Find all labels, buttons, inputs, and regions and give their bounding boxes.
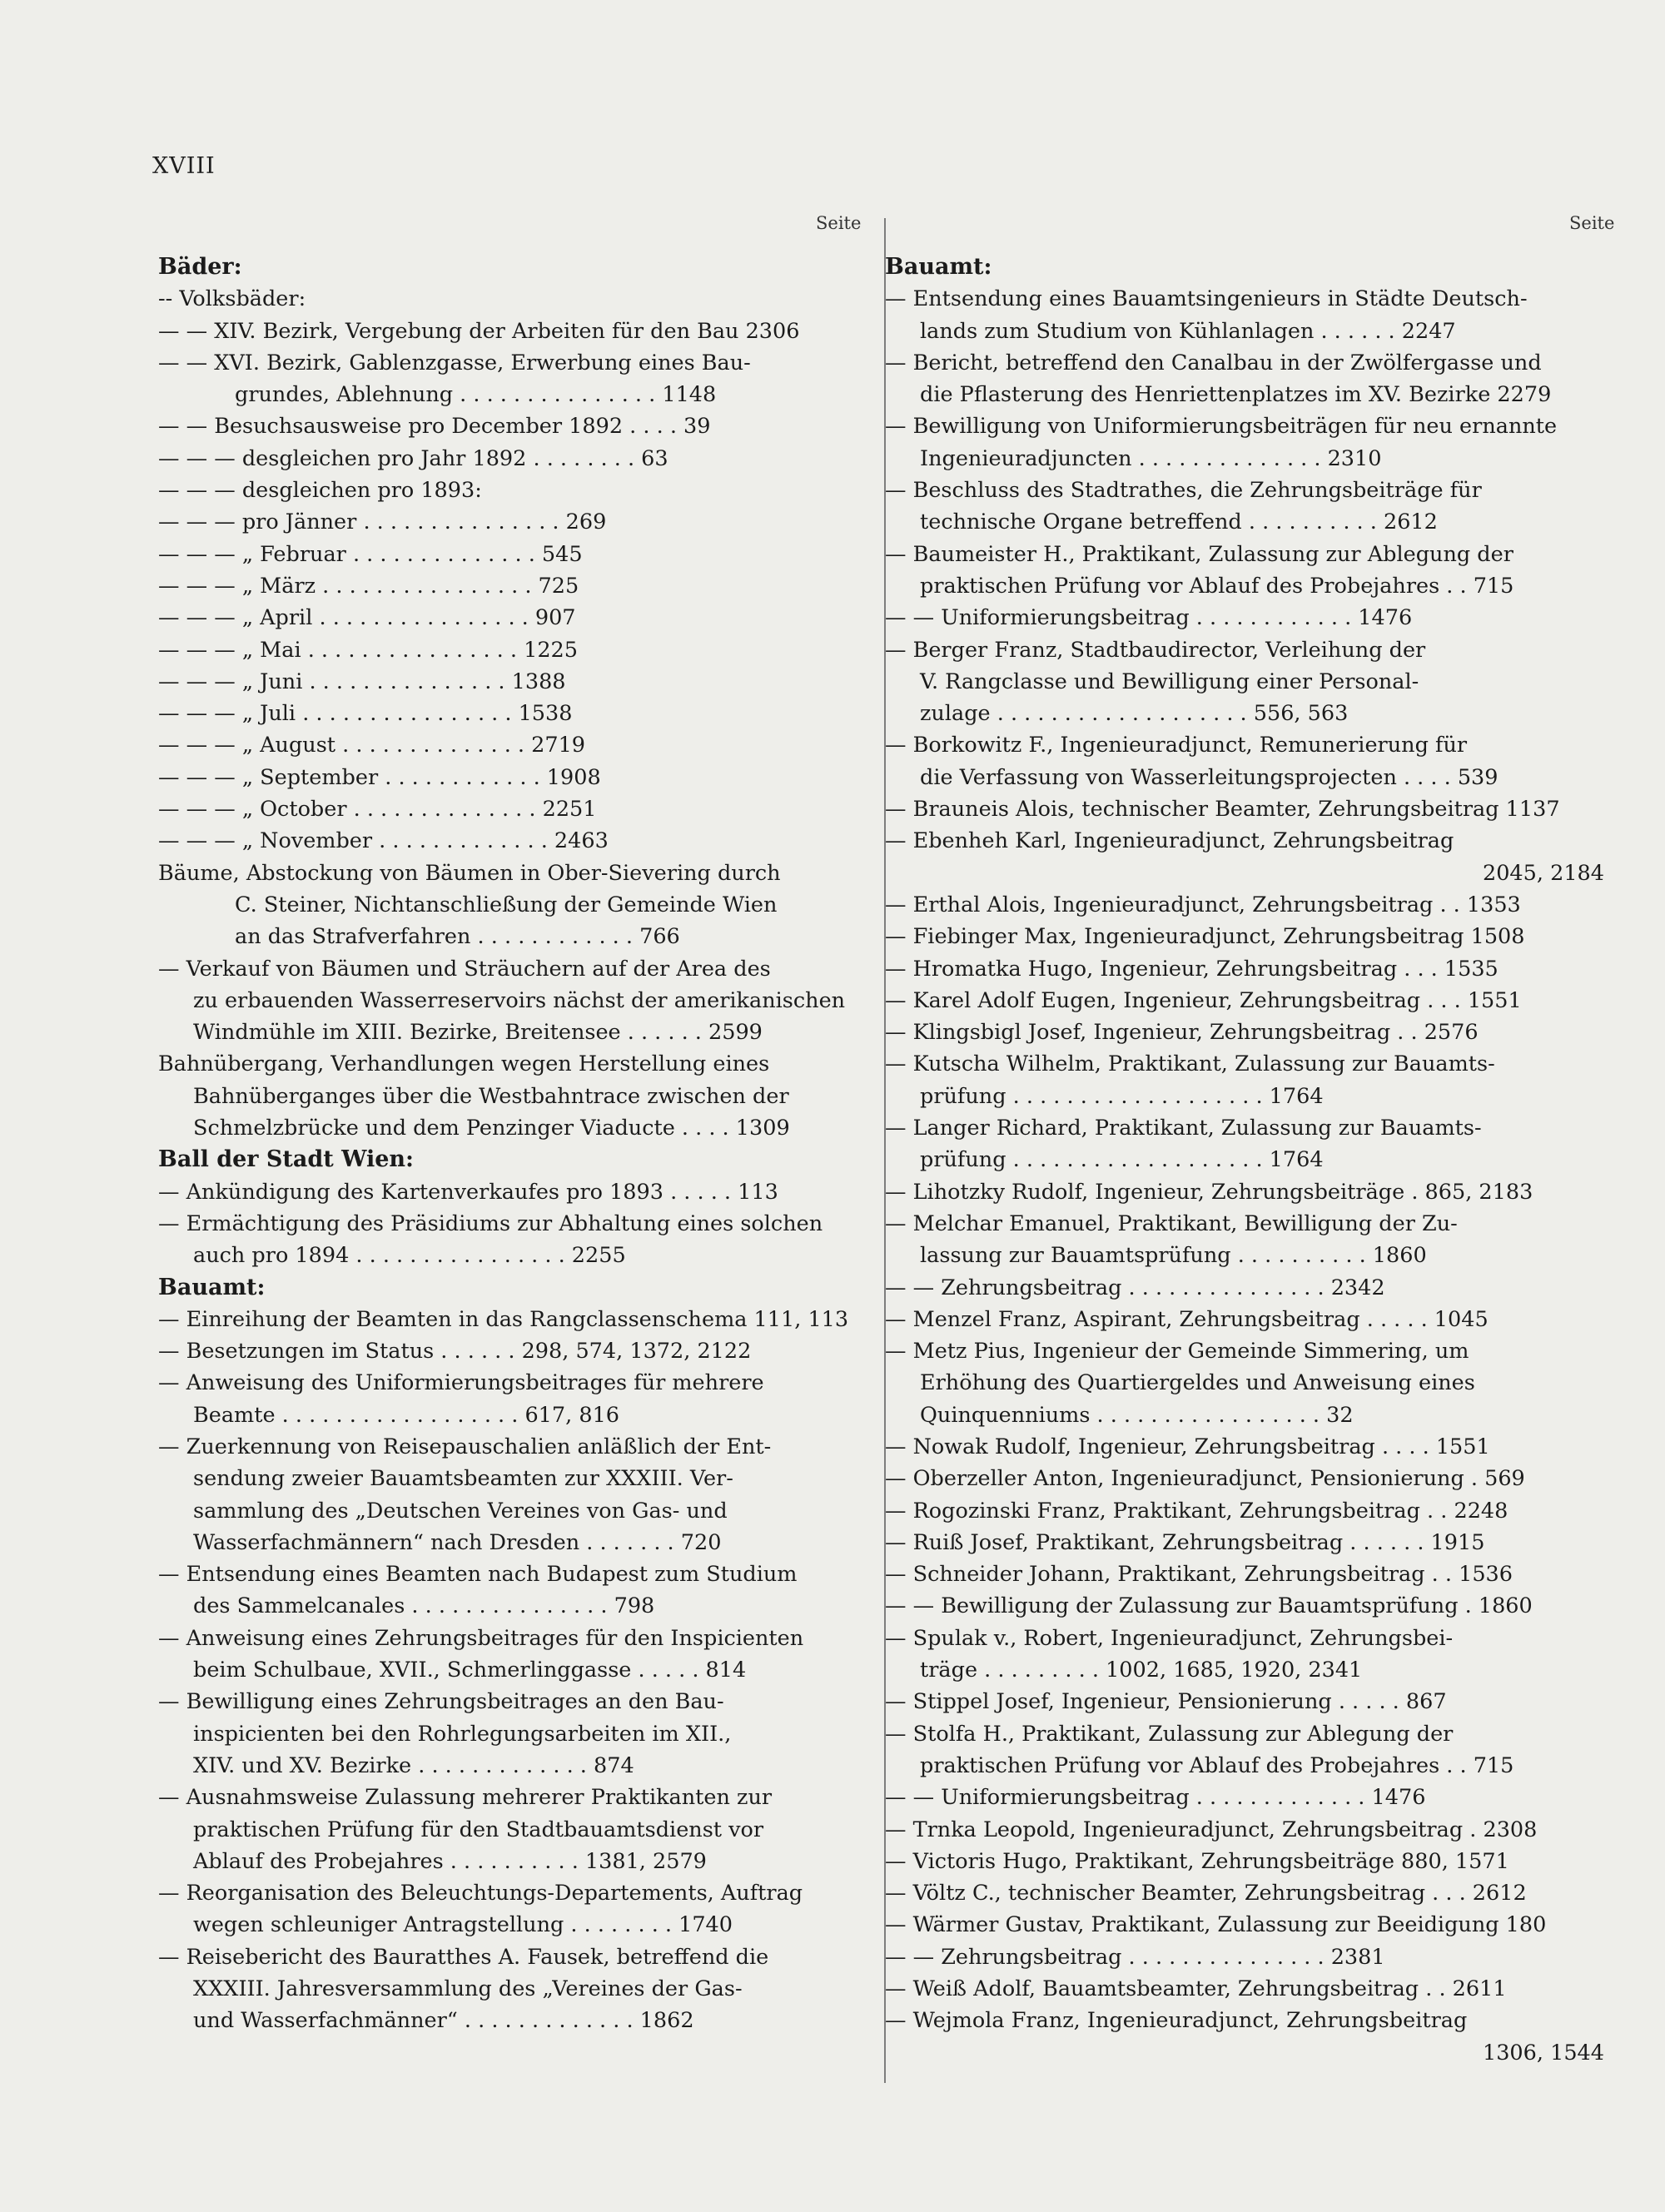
index-line: und Wasserfachmänner“ . . . . . . . . . . . . . 1862 <box>193 2008 694 2034</box>
index-line: prüfung . . . . . . . . . . . . . . . . . . . 1764 <box>920 1083 1324 1109</box>
page-number: XVIII <box>152 153 216 179</box>
index-line: des Sammelcanales . . . . . . . . . . . . . . . 798 <box>193 1593 655 1619</box>
index-line: Wasserfachmännern“ nach Dresden . . . . . . . 720 <box>193 1529 722 1555</box>
index-line: — — — „ April . . . . . . . . . . . . . . . . 907 <box>158 605 576 631</box>
index-line: — — Bewilligung der Zulassung zur Bauamtsprüfung . 1860 <box>885 1593 1533 1619</box>
index-line: wegen schleuniger Antragstellung . . . . . . . . 1740 <box>193 1912 733 1938</box>
index-line: — Erthal Alois, Ingenieuradjunct, Zehrungsbeitrag . . 1353 <box>885 892 1521 917</box>
index-line: — Lihotzky Rudolf, Ingenieur, Zehrungsbeiträge . 865, 2183 <box>885 1179 1533 1205</box>
index-line: sammlung des „Deutschen Vereines von Gas- und <box>193 1498 728 1524</box>
index-line: — Karel Adolf Eugen, Ingenieur, Zehrungsbeitrag . . . 1551 <box>885 987 1522 1013</box>
index-line: praktischen Prüfung vor Ablauf des Probejahres . . 715 <box>920 573 1514 599</box>
index-line: — Oberzeller Anton, Ingenieuradjunct, Pensionierung . 569 <box>885 1466 1525 1492</box>
index-line: — — XIV. Bezirk, Vergebung der Arbeiten für den Bau 2306 <box>158 318 800 344</box>
index-line: — Melchar Emanuel, Praktikant, Bewilligung der Zu- <box>885 1210 1458 1236</box>
index-line: — Spulak v., Robert, Ingenieuradjunct, Zehrungsbei- <box>885 1625 1454 1651</box>
index-line: Bahnübergang, Verhandlungen wegen Herstellung eines <box>158 1051 770 1077</box>
index-line: — Klingsbigl Josef, Ingenieur, Zehrungsbeitrag . . 2576 <box>885 1020 1479 1046</box>
index-line: — Bericht, betreffend den Canalbau in der Zwölfergasse und <box>885 350 1542 375</box>
index-line: — — — desgleichen pro Jahr 1892 . . . . . . . . 63 <box>158 445 668 471</box>
index-line: — Anweisung des Uniformierungsbeitrages für mehrere <box>158 1370 764 1396</box>
index-line: — Ausnahmsweise Zulassung mehrerer Praktikanten zur <box>158 1785 773 1811</box>
index-line: — Entsendung eines Beamten nach Budapest zum Studium <box>158 1562 798 1588</box>
left-column <box>158 251 881 2037</box>
index-line: C. Steiner, Nichtanschließung der Gemeinde Wien <box>235 892 778 917</box>
index-line: zu erbauenden Wasserreservoirs nächst der amerikanischen <box>193 987 846 1013</box>
index-line: — Ankündigung des Kartenverkaufes pro 1893 . . . . . 113 <box>158 1179 778 1205</box>
index-line: — — Zehrungsbeitrag . . . . . . . . . . . . . . . 2342 <box>885 1275 1385 1300</box>
index-line: — — Uniformierungsbeitrag . . . . . . . . . . . . 1476 <box>885 605 1413 631</box>
index-line: — Nowak Rudolf, Ingenieur, Zehrungsbeitrag . . . . 1551 <box>885 1434 1490 1459</box>
index-line: — Einreihung der Beamten in das Rangclassenschema 111, 113 <box>158 1306 849 1332</box>
seite-label-right: Seite <box>1569 213 1615 233</box>
index-line: Bäder: <box>158 254 242 280</box>
index-line: träge . . . . . . . . . 1002, 1685, 1920, 2341 <box>920 1658 1363 1683</box>
index-line: die Pflasterung des Henriettenplatzes im XV. Bezirke 2279 <box>920 382 1552 408</box>
index-line: — Baumeister H., Praktikant, Zulassung zur Ablegung der <box>885 541 1513 567</box>
index-line: — — XVI. Bezirk, Gablenzgasse, Erwerbung eines Bau- <box>158 350 751 375</box>
index-line: — Borkowitz F., Ingenieuradjunct, Remunerierung für <box>885 733 1468 758</box>
index-line: prüfung . . . . . . . . . . . . . . . . . . . 1764 <box>920 1147 1324 1173</box>
index-line: — Schneider Johann, Praktikant, Zehrungsbeitrag . . 1536 <box>885 1562 1513 1588</box>
index-line: — Fiebinger Max, Ingenieuradjunct, Zehrungsbeitrag 1508 <box>885 924 1525 950</box>
index-line: — — — „ August . . . . . . . . . . . . . . 2719 <box>158 733 586 758</box>
index-line: — Berger Franz, Stadtbaudirector, Verleihung der <box>885 637 1426 663</box>
right-column <box>885 251 1604 2069</box>
index-line: — Wejmola Franz, Ingenieuradjunct, Zehrungsbeitrag <box>885 2008 1468 2034</box>
index-line: Beamte . . . . . . . . . . . . . . . . . . 617, 816 <box>193 1402 620 1428</box>
index-line: — Bewilligung eines Zehrungsbeitrages an den Bau- <box>158 1689 724 1715</box>
index-line: Bahnüberganges über die Westbahntrace zwischen der <box>193 1083 789 1109</box>
index-line: — — — „ Mai . . . . . . . . . . . . . . . . 1225 <box>158 637 578 663</box>
index-line: Ball der Stadt Wien: <box>158 1146 415 1173</box>
index-line: lands zum Studium von Kühlanlagen . . . . . . 2247 <box>920 318 1456 344</box>
index-line: — Ebenheh Karl, Ingenieuradjunct, Zehrungsbeitrag <box>885 828 1454 854</box>
index-line: — — — „ November . . . . . . . . . . . . . 2463 <box>158 828 609 854</box>
index-line: — Verkauf von Bäumen und Sträuchern auf der Area des <box>158 956 771 982</box>
index-line: praktischen Prüfung für den Stadtbauamtsdienst vor <box>193 1817 764 1842</box>
index-line: — Stolfa H., Praktikant, Zulassung zur Ablegung der <box>885 1721 1454 1747</box>
index-line: — Besetzungen im Status . . . . . . 298, 574, 1372, 2122 <box>158 1339 752 1364</box>
index-line: lassung zur Bauamtsprüfung . . . . . . . . . . 1860 <box>920 1243 1427 1269</box>
index-line: 2045, 2184 <box>1482 860 1604 886</box>
index-line: beim Schulbaue, XVII., Schmerlinggasse . . . . . 814 <box>193 1658 747 1683</box>
index-line: — Völtz C., technischer Beamter, Zehrungsbeitrag . . . 2612 <box>885 1881 1527 1906</box>
index-line: — Metz Pius, Ingenieur der Gemeinde Simmering, um <box>885 1339 1469 1364</box>
index-line: — — Uniformierungsbeitrag . . . . . . . . . . . . . 1476 <box>885 1785 1426 1811</box>
index-line: Bäume, Abstockung von Bäumen in Ober-Sievering durch <box>158 860 781 886</box>
index-line: technische Organe betreffend . . . . . . . . . . 2612 <box>920 510 1438 535</box>
index-line: — — Besuchsausweise pro December 1892 . . . . 39 <box>158 414 711 440</box>
index-line: — — — „ September . . . . . . . . . . . . 1908 <box>158 764 601 790</box>
index-line: V. Rangclasse und Bewilligung einer Personal- <box>920 669 1419 694</box>
index-line: grundes, Ablehnung . . . . . . . . . . . . . . . 1148 <box>235 382 717 408</box>
index-line: Bauamt: <box>885 254 992 280</box>
index-line: — — Zehrungsbeitrag . . . . . . . . . . . . . . . 2381 <box>885 1944 1385 1970</box>
index-line: praktischen Prüfung vor Ablauf des Probejahres . . 715 <box>920 1752 1514 1778</box>
index-line: — Rogozinski Franz, Praktikant, Zehrungsbeitrag . . 2248 <box>885 1498 1508 1524</box>
index-line: Erhöhung des Quartiergeldes und Anweisung eines <box>920 1370 1475 1396</box>
index-line: — Victoris Hugo, Praktikant, Zehrungsbeiträge 880, 1571 <box>885 1848 1509 1874</box>
index-line: Quinquenniums . . . . . . . . . . . . . . . . . 32 <box>920 1402 1354 1428</box>
index-line: — — — pro Jänner . . . . . . . . . . . . . . . 269 <box>158 510 607 535</box>
index-line: an das Strafverfahren . . . . . . . . . . . . 766 <box>235 924 680 950</box>
index-line: Ablauf des Probejahres . . . . . . . . . . 1381, 2579 <box>193 1848 707 1874</box>
index-line: — Brauneis Alois, technischer Beamter, Zehrungsbeitrag 1137 <box>885 797 1560 823</box>
index-line: — Beschluss des Stadtrathes, die Zehrungsbeiträge für <box>885 478 1482 504</box>
index-line: — Kutscha Wilhelm, Praktikant, Zulassung zur Bauamts- <box>885 1051 1495 1077</box>
index-line: — — — „ October . . . . . . . . . . . . . . 2251 <box>158 797 597 823</box>
index-line: — Ermächtigung des Präsidiums zur Abhaltung eines solchen <box>158 1210 823 1236</box>
index-line: inspicienten bei den Rohrlegungsarbeiten im XII., <box>193 1721 732 1747</box>
index-line: — Weiß Adolf, Bauamtsbeamter, Zehrungsbeitrag . . 2611 <box>885 1976 1507 2002</box>
index-line: sendung zweier Bauamtsbeamten zur XXXIII. Ver- <box>193 1466 733 1492</box>
index-line: — — — „ Juli . . . . . . . . . . . . . . . . 1538 <box>158 701 573 727</box>
index-line: Ingenieuradjuncten . . . . . . . . . . . . . . 2310 <box>920 445 1382 471</box>
index-line: — Stippel Josef, Ingenieur, Pensionierung . . . . . 867 <box>885 1689 1447 1715</box>
index-line: — Anweisung eines Zehrungsbeitrages für den Inspicienten <box>158 1625 804 1651</box>
index-line: — Hromatka Hugo, Ingenieur, Zehrungsbeitrag . . . 1535 <box>885 956 1498 982</box>
index-line: auch pro 1894 . . . . . . . . . . . . . . . . 2255 <box>193 1243 626 1269</box>
index-line: die Verfassung von Wasserleitungsprojecten . . . . 539 <box>920 764 1498 790</box>
seite-label-left: Seite <box>816 213 862 233</box>
index-line: — Ruiß Josef, Praktikant, Zehrungsbeitrag . . . . . . 1915 <box>885 1529 1485 1555</box>
index-line: — Zuerkennung von Reisepauschalien anläßlich der Ent- <box>158 1434 772 1459</box>
index-line: — — — „ Februar . . . . . . . . . . . . . . 545 <box>158 541 583 567</box>
index-line: — — — desgleichen pro 1893: <box>158 478 482 504</box>
index-line: — Entsendung eines Bauamtsingenieurs in Städte Deutsch- <box>885 286 1528 312</box>
index-line: — — — „ März . . . . . . . . . . . . . . . . 725 <box>158 573 579 599</box>
index-line: — Bewilligung von Uniformierungsbeiträgen für neu ernannte <box>885 414 1558 440</box>
index-line: — Reorganisation des Beleuchtungs-Departements, Auftrag <box>158 1881 803 1906</box>
index-line: Windmühle im XIII. Bezirke, Breitensee . . . . . . 2599 <box>193 1020 763 1046</box>
index-line: XIV. und XV. Bezirke . . . . . . . . . . . . . 874 <box>193 1752 634 1778</box>
index-line: 1306, 1544 <box>1482 2040 1604 2065</box>
index-line: — Wärmer Gustav, Praktikant, Zulassung zur Beeidigung 180 <box>885 1912 1547 1938</box>
index-line: Schmelzbrücke und dem Penzinger Viaducte . . . . 1309 <box>193 1116 790 1141</box>
index-line: zulage . . . . . . . . . . . . . . . . . . . 556, 563 <box>920 701 1349 727</box>
index-line: — Trnka Leopold, Ingenieuradjunct, Zehrungsbeitrag . 2308 <box>885 1817 1538 1842</box>
index-line: Bauamt: <box>158 1274 266 1300</box>
index-line: — Reisebericht des Bauratthes A. Fausek, betreffend die <box>158 1944 769 1970</box>
index-line: XXXIII. Jahresversammlung des „Vereines der Gas- <box>193 1976 743 2002</box>
index-line: — Menzel Franz, Aspirant, Zehrungsbeitrag . . . . . 1045 <box>885 1306 1489 1332</box>
index-line: — Langer Richard, Praktikant, Zulassung zur Bauamts- <box>885 1116 1482 1141</box>
index-line: — — — „ Juni . . . . . . . . . . . . . . . 1388 <box>158 669 566 694</box>
index-line: -- Volksbäder: <box>158 286 306 312</box>
